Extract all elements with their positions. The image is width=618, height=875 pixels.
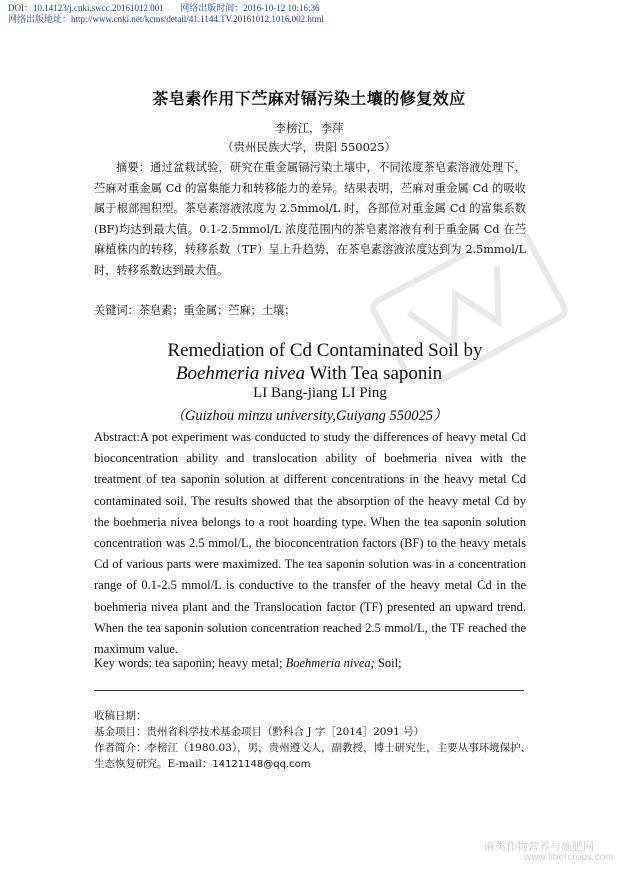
url-link[interactable]: http://www.cnki.net/kcms/detail/41.1144.TV.20161012.1016.002.html bbox=[71, 14, 324, 24]
title-en-line1: Remediation of Cd Contaminated Soil by bbox=[167, 340, 483, 361]
pubtime-label: 网络出版时间： bbox=[180, 3, 244, 13]
title-en-line2 bbox=[0, 363, 618, 385]
abstract-en: Abstract:A pot experiment was conducted to study the differences of heavy metal Cd bioconcentration ability and translocation ability of boehmeria nivea with the treatment of tea saponin solution at different concentrations in the heavy metal Cd contaminated soil. The results showed that the absorption of the heavy metal Cd by the boehmeria nivea belongs to a root hoarding type. When the tea saponin solution concentration was 2.5 mmol/L, the bioconcentration factors (BF) to the heavy metals Cd of various parts were maximized. The tea saponin solution was in a concentration range of 0.1-2.5 mmol/L is conductive to the transfer of the heavy metal Cd in the boehmeria nivea plant and the Translocation factor (TF) presented an upward trend. When the tea saponin solution concentration reached 2.5 mmol/L, the TF reached the maximum value. bbox=[94, 430, 526, 657]
affiliation-cn: （贵州民族大学，贵阳 550025） bbox=[221, 140, 397, 154]
affiliation-en: （Guizhou minzu university,Guiyang 550025） bbox=[170, 408, 448, 424]
doi-line bbox=[8, 3, 320, 14]
author-email[interactable]: 14121148@qq.com bbox=[212, 759, 311, 770]
keywords-cn: 关键词：茶皂素；重金属；苎麻；土壤； bbox=[94, 304, 296, 317]
watermark-site-url: www.fibercrops.com bbox=[524, 852, 614, 863]
authors-cn: 李榜江，李萍 bbox=[274, 121, 344, 135]
pubtime-value: 2016-10-12 10:16:36 bbox=[243, 3, 320, 13]
author-bio-text: 作者简介：李榜江（1980.03），男，贵州遵义人，副教授，博士研究生，主要从事环境保护、生态恢复研究。E-mail： bbox=[94, 742, 532, 770]
abstract-cn: 摘要：通过盆栽试验，研究在重金属镉污染土壤中，不同浓度茶皂素溶液处理下，苎麻对重金属 Cd 的富集能力和转移能力的差异。结果表明，苎麻对重金属 Cd 的吸收属于根部囤积型。茶皂素溶液浓度为 2.5mmol/L 时，各部位对重金属 Cd 的富集系数(BF)均达到最大值。0.1-2.5mmol/L 浓度范围内的茶皂素溶液有利于重金属 Cd 在苎麻植株内的转移，转移系数（TF）呈上升趋势，在茶皂素溶液浓度达到为 2.5mmol/L 时，转移系数达到最大值。 bbox=[94, 161, 526, 277]
authors-en: LI Bang-jiang LI Ping bbox=[253, 385, 387, 401]
keywords-en-species: Boehmeria nivea; bbox=[285, 656, 375, 670]
title-en-species: Boehmeria nivea bbox=[175, 363, 306, 384]
watermark-site-cn: 麻类作物营养与施肥网 bbox=[484, 840, 594, 853]
keywords-en bbox=[94, 656, 402, 671]
footnote-fund: 基金项目：贵州省科学技术基金项目（黔科合 J 字［2014］2091 号） bbox=[94, 726, 425, 738]
footnote-received: 收稿日期： bbox=[94, 710, 147, 722]
title-cn: 茶皂素作用下苎麻对镉污染土壤的修复效应 bbox=[152, 89, 466, 108]
url-label: 网络出版地址： bbox=[8, 14, 72, 24]
keywords-en-suffix: Soil; bbox=[374, 656, 402, 670]
doi-value[interactable]: 10.14123/j.cnki.swcc.20161012.001 bbox=[33, 3, 164, 13]
url-line bbox=[8, 14, 324, 25]
doi-label: DOI： bbox=[8, 3, 33, 13]
title-en-rest: With Tea saponin bbox=[305, 363, 443, 384]
footnote-author-bio bbox=[94, 740, 534, 773]
footnote-divider bbox=[94, 690, 524, 691]
keywords-en-prefix: Key words: tea saponin; heavy metal; bbox=[94, 656, 286, 670]
